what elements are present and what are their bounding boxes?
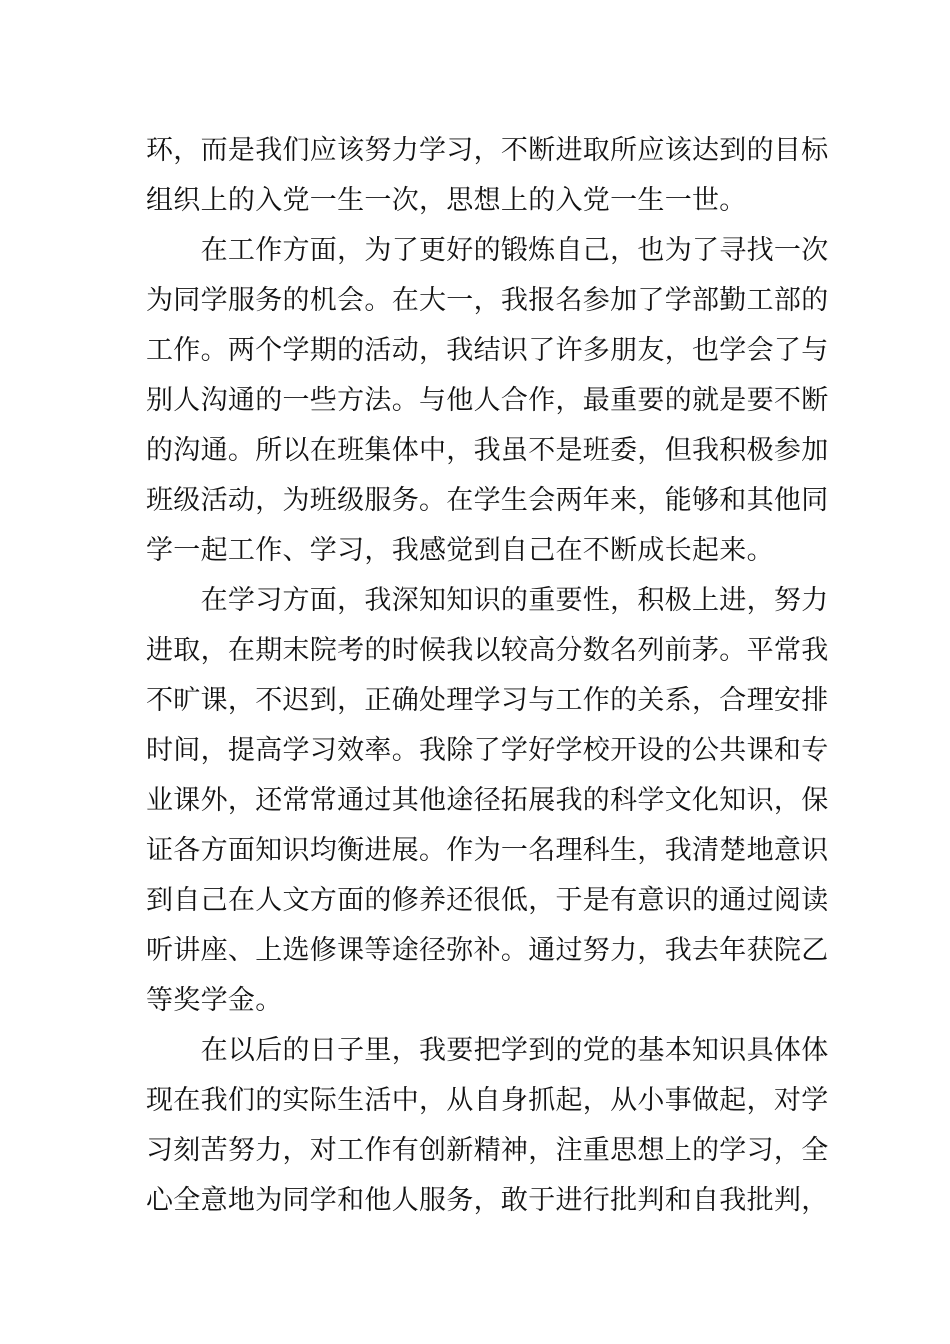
text-line: 证各方面知识均衡进展。作为一名理科生，我清楚地意识 (146, 835, 829, 866)
text-line: 在以后的日子里，我要把学到的党的基本知识具体体 (146, 1035, 829, 1066)
text-line: 组织上的入党一生一次，思想上的入党一生一世。 (146, 185, 747, 216)
text-line: 为同学服务的机会。在大一，我报名参加了学部勤工部的 (146, 285, 829, 316)
text-line: 听讲座、上选修课等途径弥补。通过努力，我去年获院乙 (146, 935, 829, 966)
text-line: 的沟通。所以在班集体中，我虽不是班委，但我积极参加 (146, 435, 829, 466)
text-line: 班级活动，为班级服务。在学生会两年来，能够和其他同 (146, 485, 829, 516)
text-line: 时间，提高学习效率。我除了学好学校开设的公共课和专 (146, 735, 829, 766)
document-body (146, 126, 829, 1226)
text-line: 学一起工作、学习，我感觉到自己在不断成长起来。 (146, 535, 774, 566)
text-line: 习刻苦努力，对工作有创新精神，注重思想上的学习，全 (146, 1135, 829, 1166)
text-line: 别人沟通的一些方法。与他人合作，最重要的就是要不断 (146, 385, 829, 416)
text-line: 在学习方面，我深知知识的重要性，积极上进，努力 (146, 585, 829, 616)
text-line: 进取，在期末院考的时候我以较高分数名列前茅。平常我 (146, 635, 829, 666)
text-line: 心全意地为同学和他人服务，敢于进行批判和自我批判， (146, 1185, 829, 1216)
text-line: 不旷课，不迟到，正确处理学习与工作的关系，合理安排 (146, 685, 829, 716)
text-line: 在工作方面，为了更好的锻炼自己，也为了寻找一次 (146, 235, 829, 266)
text-line: 现在我们的实际生活中，从自身抓起，从小事做起，对学 (146, 1085, 829, 1116)
text-line: 等奖学金。 (146, 985, 283, 1016)
text-line: 环，而是我们应该努力学习，不断进取所应该达到的目标 (146, 135, 829, 166)
text-line: 到自己在人文方面的修养还很低，于是有意识的通过阅读 (146, 885, 829, 916)
text-line: 业课外，还常常通过其他途径拓展我的科学文化知识，保 (146, 785, 829, 816)
text-line: 工作。两个学期的活动，我结识了许多朋友，也学会了与 (146, 335, 829, 366)
